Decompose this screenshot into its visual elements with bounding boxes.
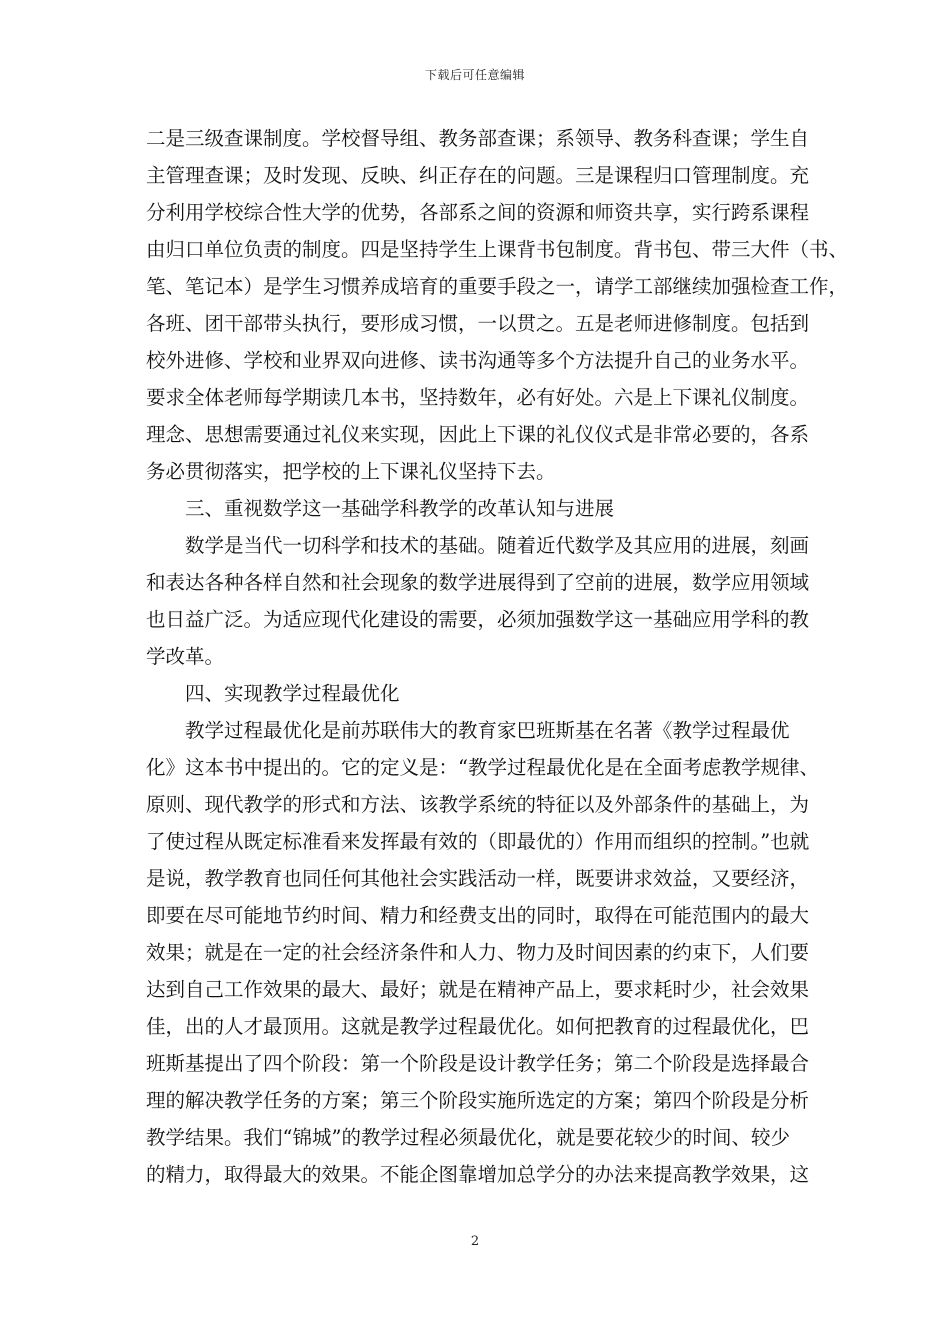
text-line: 分利用学校综合性大学的优势，各部系之间的资源和师资共享，实行跨系课程	[146, 201, 810, 224]
text-line: 班斯基提出了四个阶段：第一个阶段是设计教学任务；第二个阶段是选择最合	[146, 1052, 810, 1075]
text-line: 主管理查课；及时发现、反映、纠正存在的问题。三是课程归口管理制度。充	[146, 164, 810, 187]
text-line: 各班、团干部带头执行，要形成习惯，一以贯之。五是老师进修制度。包括到	[146, 312, 810, 335]
text-line: 效果；就是在一定的社会经济条件和人力、物力及时间因素的约束下，人们要	[146, 941, 810, 964]
text-line: 教学结果。我们“锦城”的教学过程必须最优化，就是要花较少的时间、较少	[146, 1126, 790, 1149]
text-line: 校外进修、学校和业界双向进修、读书沟通等多个方法提升自己的业务水平。	[146, 349, 810, 372]
text-line: 笔、笔记本）是学生习惯养成培育的重要手段之一，请学工部继续加强检查工作，	[146, 275, 849, 298]
text-line: 是说，教学教育也同任何其他社会实践活动一样，既要讲求效益，又要经济，	[146, 867, 810, 890]
text-line: 和表达各种各样自然和社会现象的数学进展得到了空前的进展，数学应用领域	[146, 571, 810, 594]
text-line: 也日益广泛。为适应现代化建设的需要，必须加强数学这一基础应用学科的教	[146, 608, 810, 631]
text-line: 达到自己工作效果的最大、最好；就是在精神产品上，要求耗时少，社会效果	[146, 978, 810, 1001]
section-heading: 四、实现教学过程最优化	[185, 682, 400, 705]
text-line: 化》这本书中提出的。它的定义是：“教学过程最优化是在全面考虑教学规律、	[146, 756, 819, 779]
text-line: 原则、现代教学的形式和方法、该教学系统的特征以及外部条件的基础上，为	[146, 793, 810, 816]
text-line: 理的解决教学任务的方案；第三个阶段实施所选定的方案；第四个阶段是分析	[146, 1089, 810, 1112]
page-number: 2	[470, 1234, 480, 1249]
text-line: 务必贯彻落实，把学校的上下课礼仪坚持下去。	[146, 460, 556, 483]
text-line: 要求全体老师每学期读几本书，坚持数年，必有好处。六是上下课礼仪制度。	[146, 386, 810, 409]
text-line: 理念、思想需要通过礼仪来实现，因此上下课的礼仪仪式是非常必要的，各系	[146, 423, 810, 446]
text-line: 学改革。	[146, 645, 225, 668]
section-heading: 三、重视数学这一基础学科教学的改革认知与进展	[185, 497, 615, 520]
text-line: 的精力，取得最大的效果。不能企图靠增加总学分的办法来提高教学效果，这	[146, 1163, 810, 1186]
text-line: 数学是当代一切科学和技术的基础。随着近代数学及其应用的进展，刻画	[185, 534, 810, 557]
page-header: 下载后可任意编辑	[424, 68, 525, 82]
text-line: 教学过程最优化是前苏联伟大的教育家巴班斯基在名著《教学过程最优	[185, 719, 790, 742]
text-line: 即要在尽可能地节约时间、精力和经费支出的同时，取得在可能范围内的最大	[146, 904, 810, 927]
text-line: 了使过程从既定标准看来发挥最有效的（即最优的）作用而组织的控制。”也就	[146, 830, 810, 853]
document-body	[146, 120, 849, 1193]
text-line: 二是三级查课制度。学校督导组、教务部查课；系领导、教务科查课；学生自	[146, 127, 810, 150]
text-line: 佳，出的人才最顶用。这就是教学过程最优化。如何把教育的过程最优化，巴	[146, 1015, 810, 1038]
text-line: 由归口单位负责的制度。四是坚持学生上课背书包制度。背书包、带三大件（书、	[146, 238, 849, 261]
